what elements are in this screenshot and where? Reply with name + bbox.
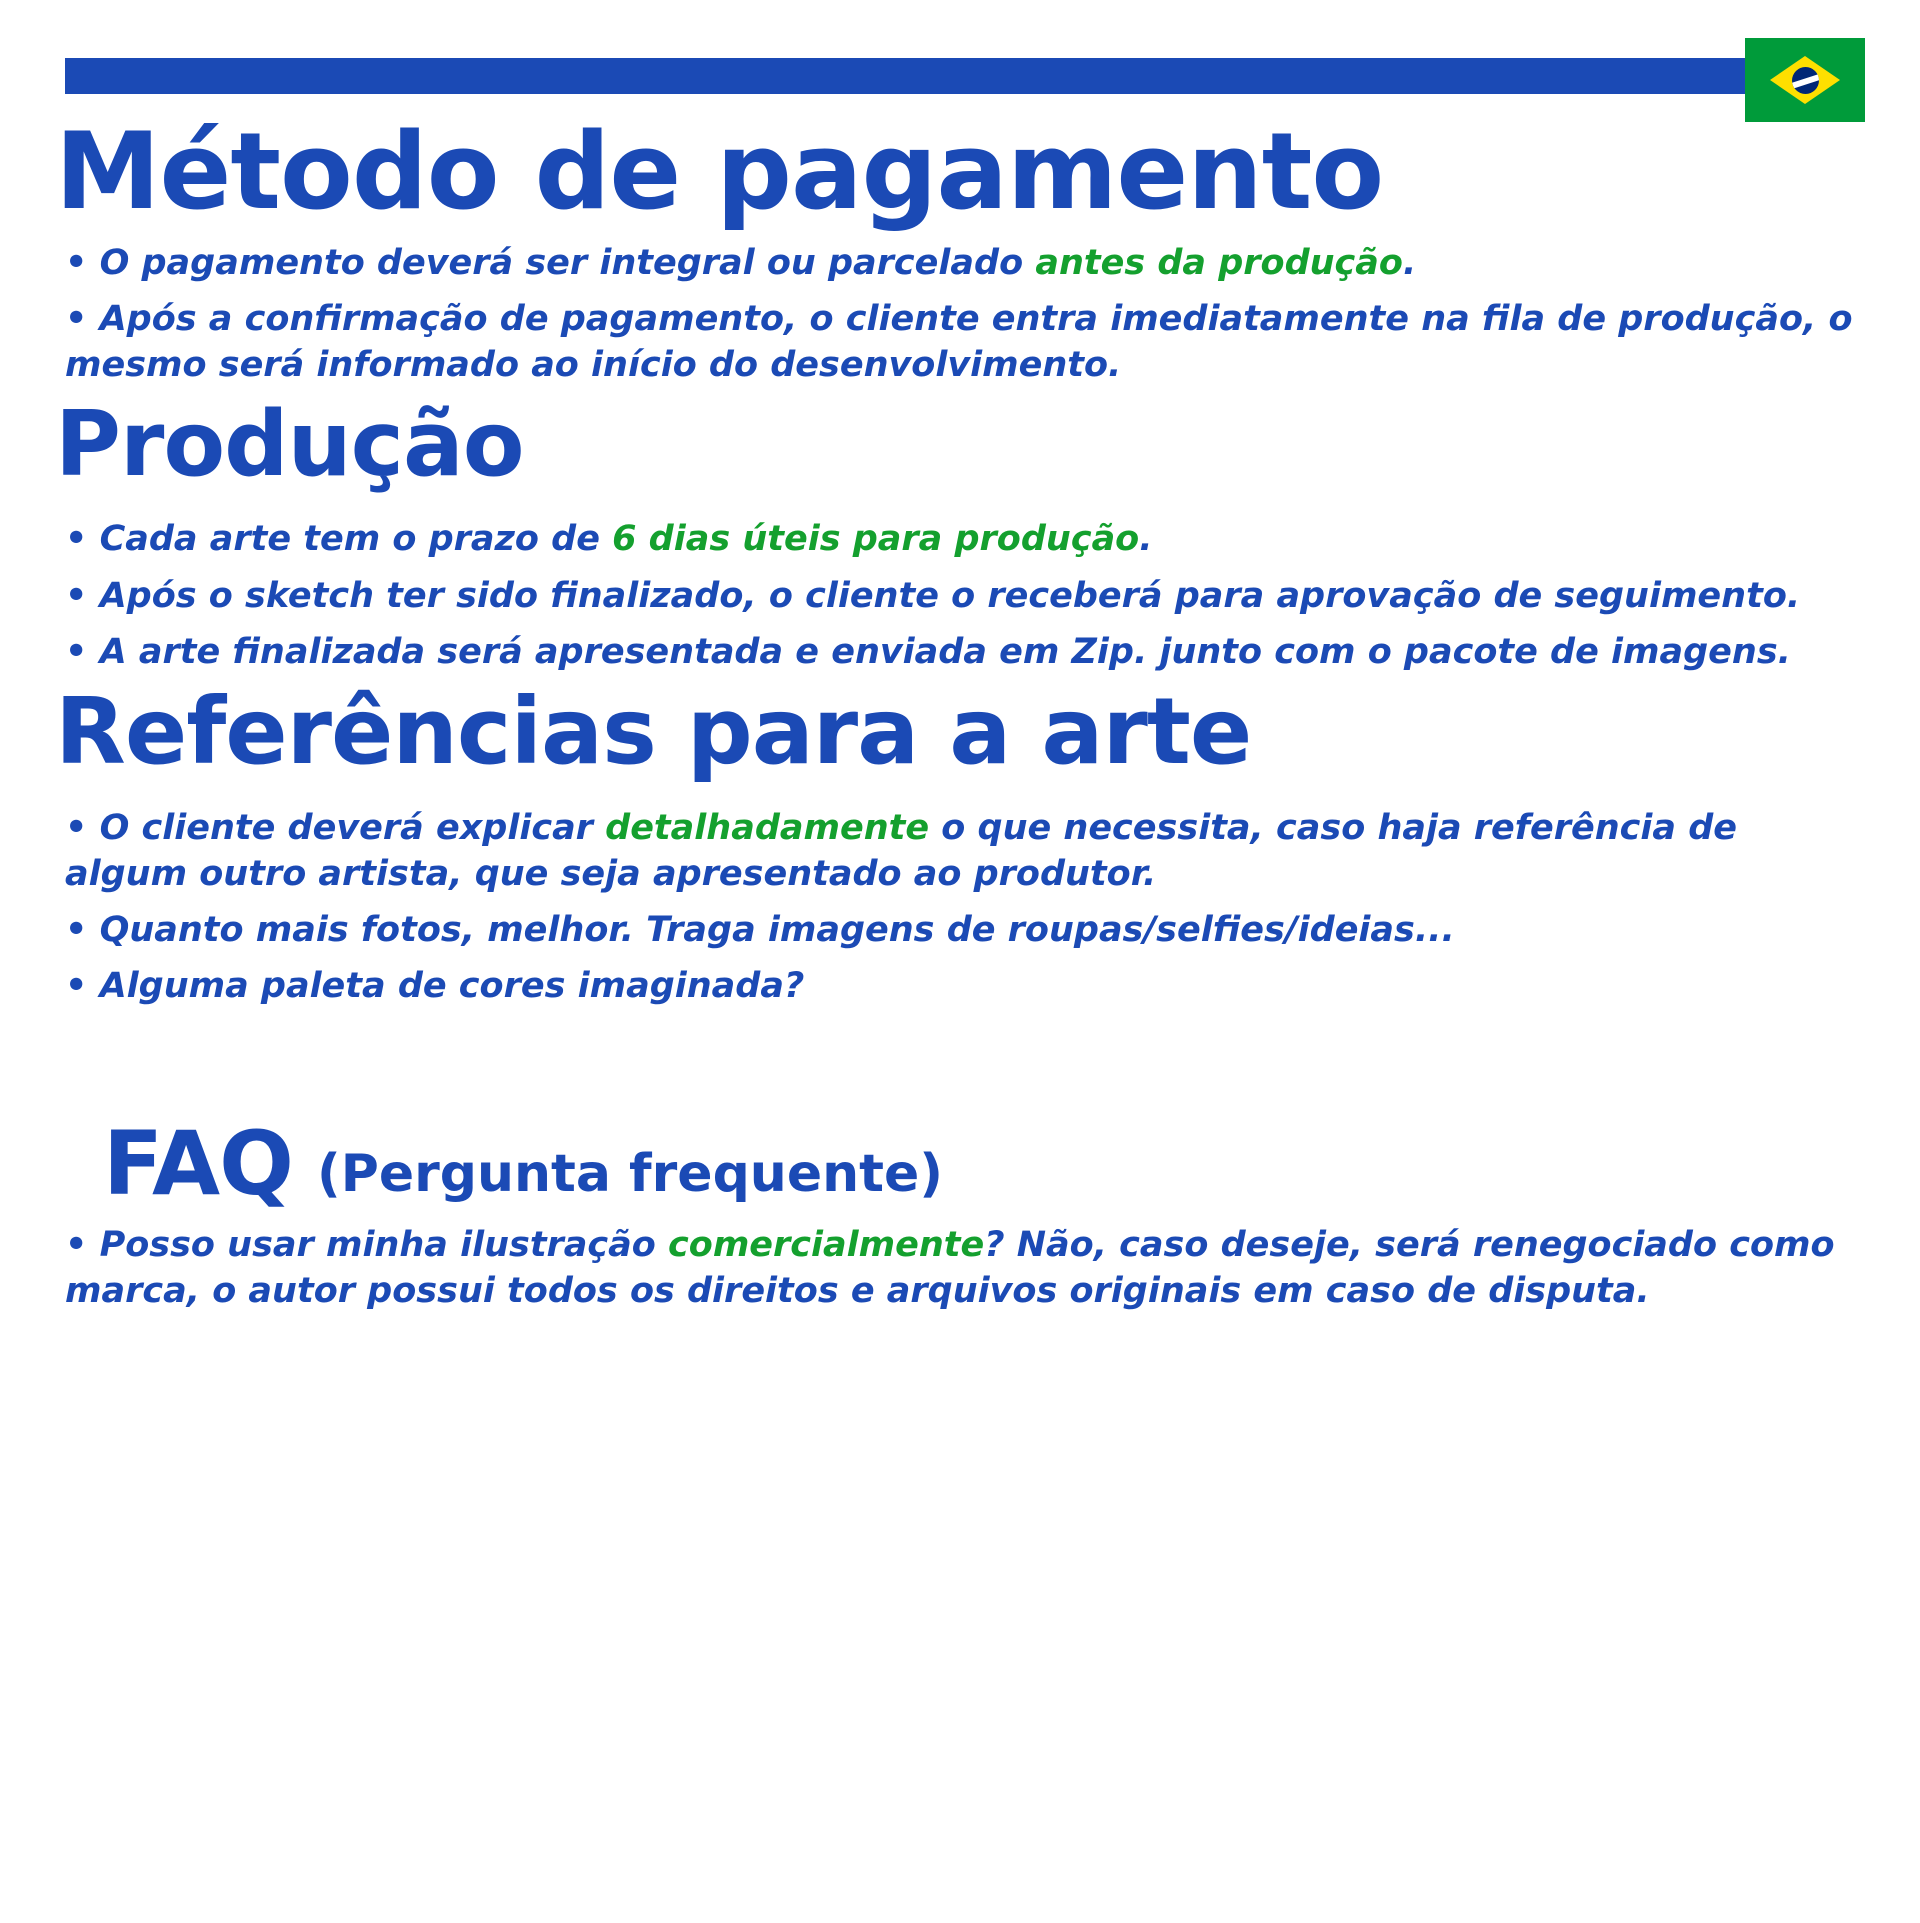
bullet-item — [55, 963, 1865, 1009]
bullet-marker: • — [65, 299, 100, 340]
section-title-producao: Produção — [55, 391, 524, 497]
bullet-text: o que necessita, caso haja referência de algum outro artista, que seja apresentado ao produtor. — [65, 807, 1738, 895]
bullet-item — [55, 907, 1865, 953]
bullet-text: Posso usar minha ilustração — [99, 1224, 669, 1265]
bullet-marker: • — [65, 966, 100, 1007]
bullet-marker: • — [65, 575, 100, 616]
section-title-faq: FAQ — [103, 1111, 293, 1215]
bullet-highlight-text: antes da produção — [1035, 243, 1403, 284]
header-blue-bar — [65, 58, 1805, 94]
bullet-item — [55, 296, 1865, 388]
bullet-marker: • — [65, 910, 100, 951]
flag-globe — [1792, 67, 1819, 94]
bullet-highlight-text: detalhadamente — [605, 807, 930, 848]
bullet-item — [55, 805, 1865, 897]
bullet-list-faq — [55, 1222, 1865, 1314]
bullet-list-referencias — [55, 805, 1865, 1010]
bullet-item — [55, 573, 1865, 619]
section-title-faq-row — [103, 1111, 1865, 1215]
bullet-item — [55, 516, 1865, 562]
bullet-text: Alguma paleta de cores imaginada? — [99, 966, 805, 1007]
bullet-item — [55, 1222, 1865, 1314]
bullet-list-pagamento — [55, 240, 1865, 389]
bullet-text: Quanto mais fotos, melhor. Traga imagens de roupas/selfies/ideias... — [99, 910, 1455, 951]
bullet-text: O pagamento deverá ser integral ou parcelado — [99, 243, 1036, 284]
bullet-text: Após o sketch ter sido finalizado, o cliente o receberá para aprovação de seguimento. — [99, 575, 1801, 616]
bullet-marker: • — [65, 807, 100, 848]
bullet-marker: • — [65, 1224, 100, 1265]
header-band-area — [55, 0, 1865, 118]
bullet-text: Após a confirmação de pagamento, o cliente entra imediatamente na fila de produção, o mesmo será informado ao início do desenvolvimento. — [65, 299, 1853, 386]
bullet-marker: • — [65, 631, 100, 672]
bullet-marker: • — [65, 519, 100, 560]
section-title-referencias: Referências para a arte — [55, 678, 1252, 786]
bullet-text: . — [1139, 519, 1153, 560]
bullet-marker: • — [65, 243, 100, 284]
bullet-item — [55, 629, 1865, 675]
bullet-text: ? Não, caso deseje, será renegociado como marca, o autor possui todos os direitos e arquivos originais em caso de disputa. — [65, 1224, 1835, 1311]
bullet-item — [55, 240, 1865, 286]
flag-band — [1792, 71, 1819, 90]
bullet-text: . — [1402, 243, 1417, 284]
bullet-list-producao — [55, 516, 1865, 675]
brazil-flag-icon — [1745, 38, 1865, 122]
bullet-text: Cada arte tem o prazo de — [99, 519, 613, 560]
bullet-highlight-text: 6 dias úteis para produção — [612, 519, 1140, 560]
section-subtitle-faq: (Pergunta frequente) — [316, 1143, 943, 1204]
section-title-pagamento: Método de pagamento — [55, 110, 1384, 233]
bullet-text: A arte finalizada será apresentada e enviada em Zip. junto com o pacote de imagens. — [99, 631, 1791, 672]
bullet-highlight-text: comercialmente — [668, 1224, 985, 1265]
bullet-text: O cliente deverá explicar — [99, 807, 606, 848]
